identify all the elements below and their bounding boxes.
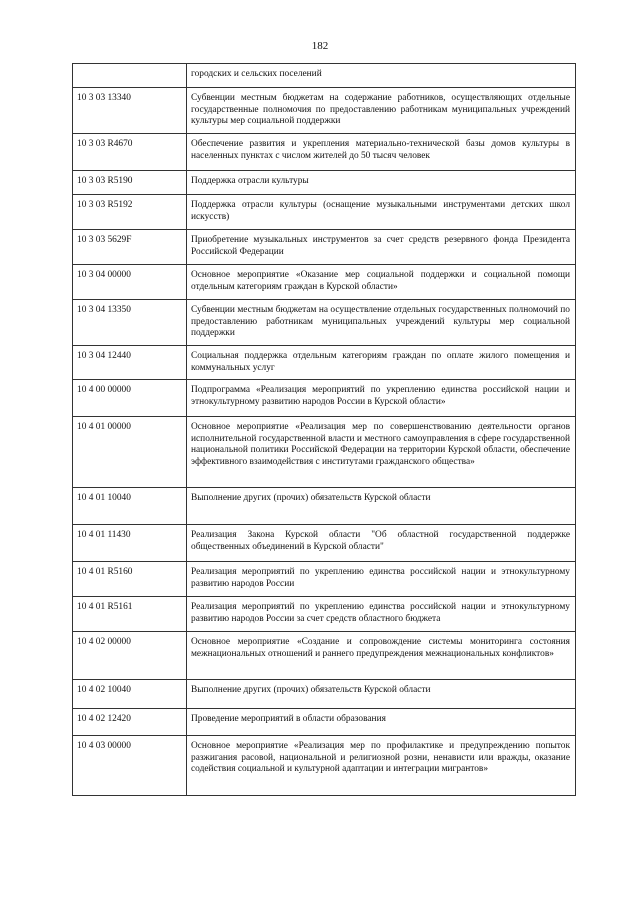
name-cell: Реализация мероприятий по укреплению единства российской нации и этнокультурному развитию народов России за счет средств областного бюджета — [187, 597, 576, 632]
code-cell: 10 3 03 R5192 — [73, 195, 187, 230]
code-cell: 10 4 01 10040 — [73, 488, 187, 525]
code-cell: 10 3 04 00000 — [73, 265, 187, 300]
name-cell: Приобретение музыкальных инструментов за счет средств резервного фонда Президента Российской Федерации — [187, 230, 576, 265]
code-cell: 10 3 03 5629F — [73, 230, 187, 265]
name-cell: Основное мероприятие «Реализация мер по профилактике и предупреждению попыток разжигания расовой, национальной и религиозной розни, ненависти или вражды, оказание содействия социальной и культурной адаптации и интеграции мигрантов» — [187, 736, 576, 796]
name-cell: Поддержка отрасли культуры — [187, 171, 576, 195]
table-row — [73, 88, 576, 134]
table-row — [73, 230, 576, 265]
name-cell: Выполнение других (прочих) обязательств Курской области — [187, 488, 576, 525]
code-cell: 10 4 02 12420 — [73, 709, 187, 736]
table-row — [73, 171, 576, 195]
code-cell: 10 3 03 R4670 — [73, 134, 187, 171]
table-row — [73, 709, 576, 736]
page-number: 182 — [311, 40, 329, 52]
table-row — [73, 195, 576, 230]
name-cell: Основное мероприятие «Оказание мер социальной поддержки и социальной помощи отдельным категориям граждан в Курской области» — [187, 265, 576, 300]
table-row — [73, 680, 576, 709]
code-cell: 10 4 03 00000 — [73, 736, 187, 796]
table-row — [73, 346, 576, 380]
name-cell: Проведение мероприятий в области образования — [187, 709, 576, 736]
table-row — [73, 417, 576, 488]
name-cell: Выполнение других (прочих) обязательств Курской области — [187, 680, 576, 709]
code-cell: 10 3 03 13340 — [73, 88, 187, 134]
code-cell: 10 4 00 00000 — [73, 380, 187, 417]
name-cell: Основное мероприятие «Реализация мер по совершенствованию деятельности органов исполнительной государственной власти и местного самоуправления в сфере государственной национальной политики Российской Федерации на территории Курской области, обеспечение эффективного взаимодействия с институтами гражданского общества» — [187, 417, 576, 488]
name-cell: Подпрограмма «Реализация мероприятий по укреплению единства российской нации и этнокультурному развитию народов России в Курской области» — [187, 380, 576, 417]
code-cell: 10 4 02 00000 — [73, 632, 187, 680]
name-cell: Субвенции местным бюджетам на осуществление отдельных государственных полномочий по предоставлению работникам муниципальных учреждений культуры мер социальной поддержки — [187, 300, 576, 346]
table-row — [73, 64, 576, 88]
name-cell: Реализация мероприятий по укреплению единства российской нации и этнокультурному развитию народов России — [187, 562, 576, 597]
name-cell: Реализация Закона Курской области "Об областной государственной поддержке общественных объединений в Курской области" — [187, 525, 576, 562]
name-cell: Обеспечение развития и укрепления материально-технической базы домов культуры в населенных пунктах с числом жителей до 50 тысяч человек — [187, 134, 576, 171]
code-cell: 10 4 02 10040 — [73, 680, 187, 709]
table-row — [73, 562, 576, 597]
name-cell: Субвенции местным бюджетам на содержание работников, осуществляющих отдельные государственные полномочия по предоставлению работникам муниципальных учреждений культуры мер социальной поддержки — [187, 88, 576, 134]
table-row — [73, 134, 576, 171]
table-row — [73, 300, 576, 346]
code-cell: 10 3 03 R5190 — [73, 171, 187, 195]
table-row — [73, 380, 576, 417]
table-row — [73, 488, 576, 525]
budget-classification-table — [72, 63, 576, 796]
name-cell: Основное мероприятие «Создание и сопровождение системы мониторинга состояния межнациональных отношений и раннего предупреждения межнациональных конфликтов» — [187, 632, 576, 680]
code-cell — [73, 64, 187, 88]
code-cell: 10 3 04 12440 — [73, 346, 187, 380]
table-row — [73, 265, 576, 300]
code-cell: 10 4 01 11430 — [73, 525, 187, 562]
code-cell: 10 4 01 00000 — [73, 417, 187, 488]
name-cell: Поддержка отрасли культуры (оснащение музыкальными инструментами детских школ искусств) — [187, 195, 576, 230]
table-row — [73, 525, 576, 562]
table-row — [73, 632, 576, 680]
name-cell: городских и сельских поселений — [187, 64, 576, 88]
table-row — [73, 597, 576, 632]
code-cell: 10 3 04 13350 — [73, 300, 187, 346]
code-cell: 10 4 01 R5160 — [73, 562, 187, 597]
table-row — [73, 736, 576, 796]
code-cell: 10 4 01 R5161 — [73, 597, 187, 632]
name-cell: Социальная поддержка отдельным категориям граждан по оплате жилого помещения и коммунальных услуг — [187, 346, 576, 380]
